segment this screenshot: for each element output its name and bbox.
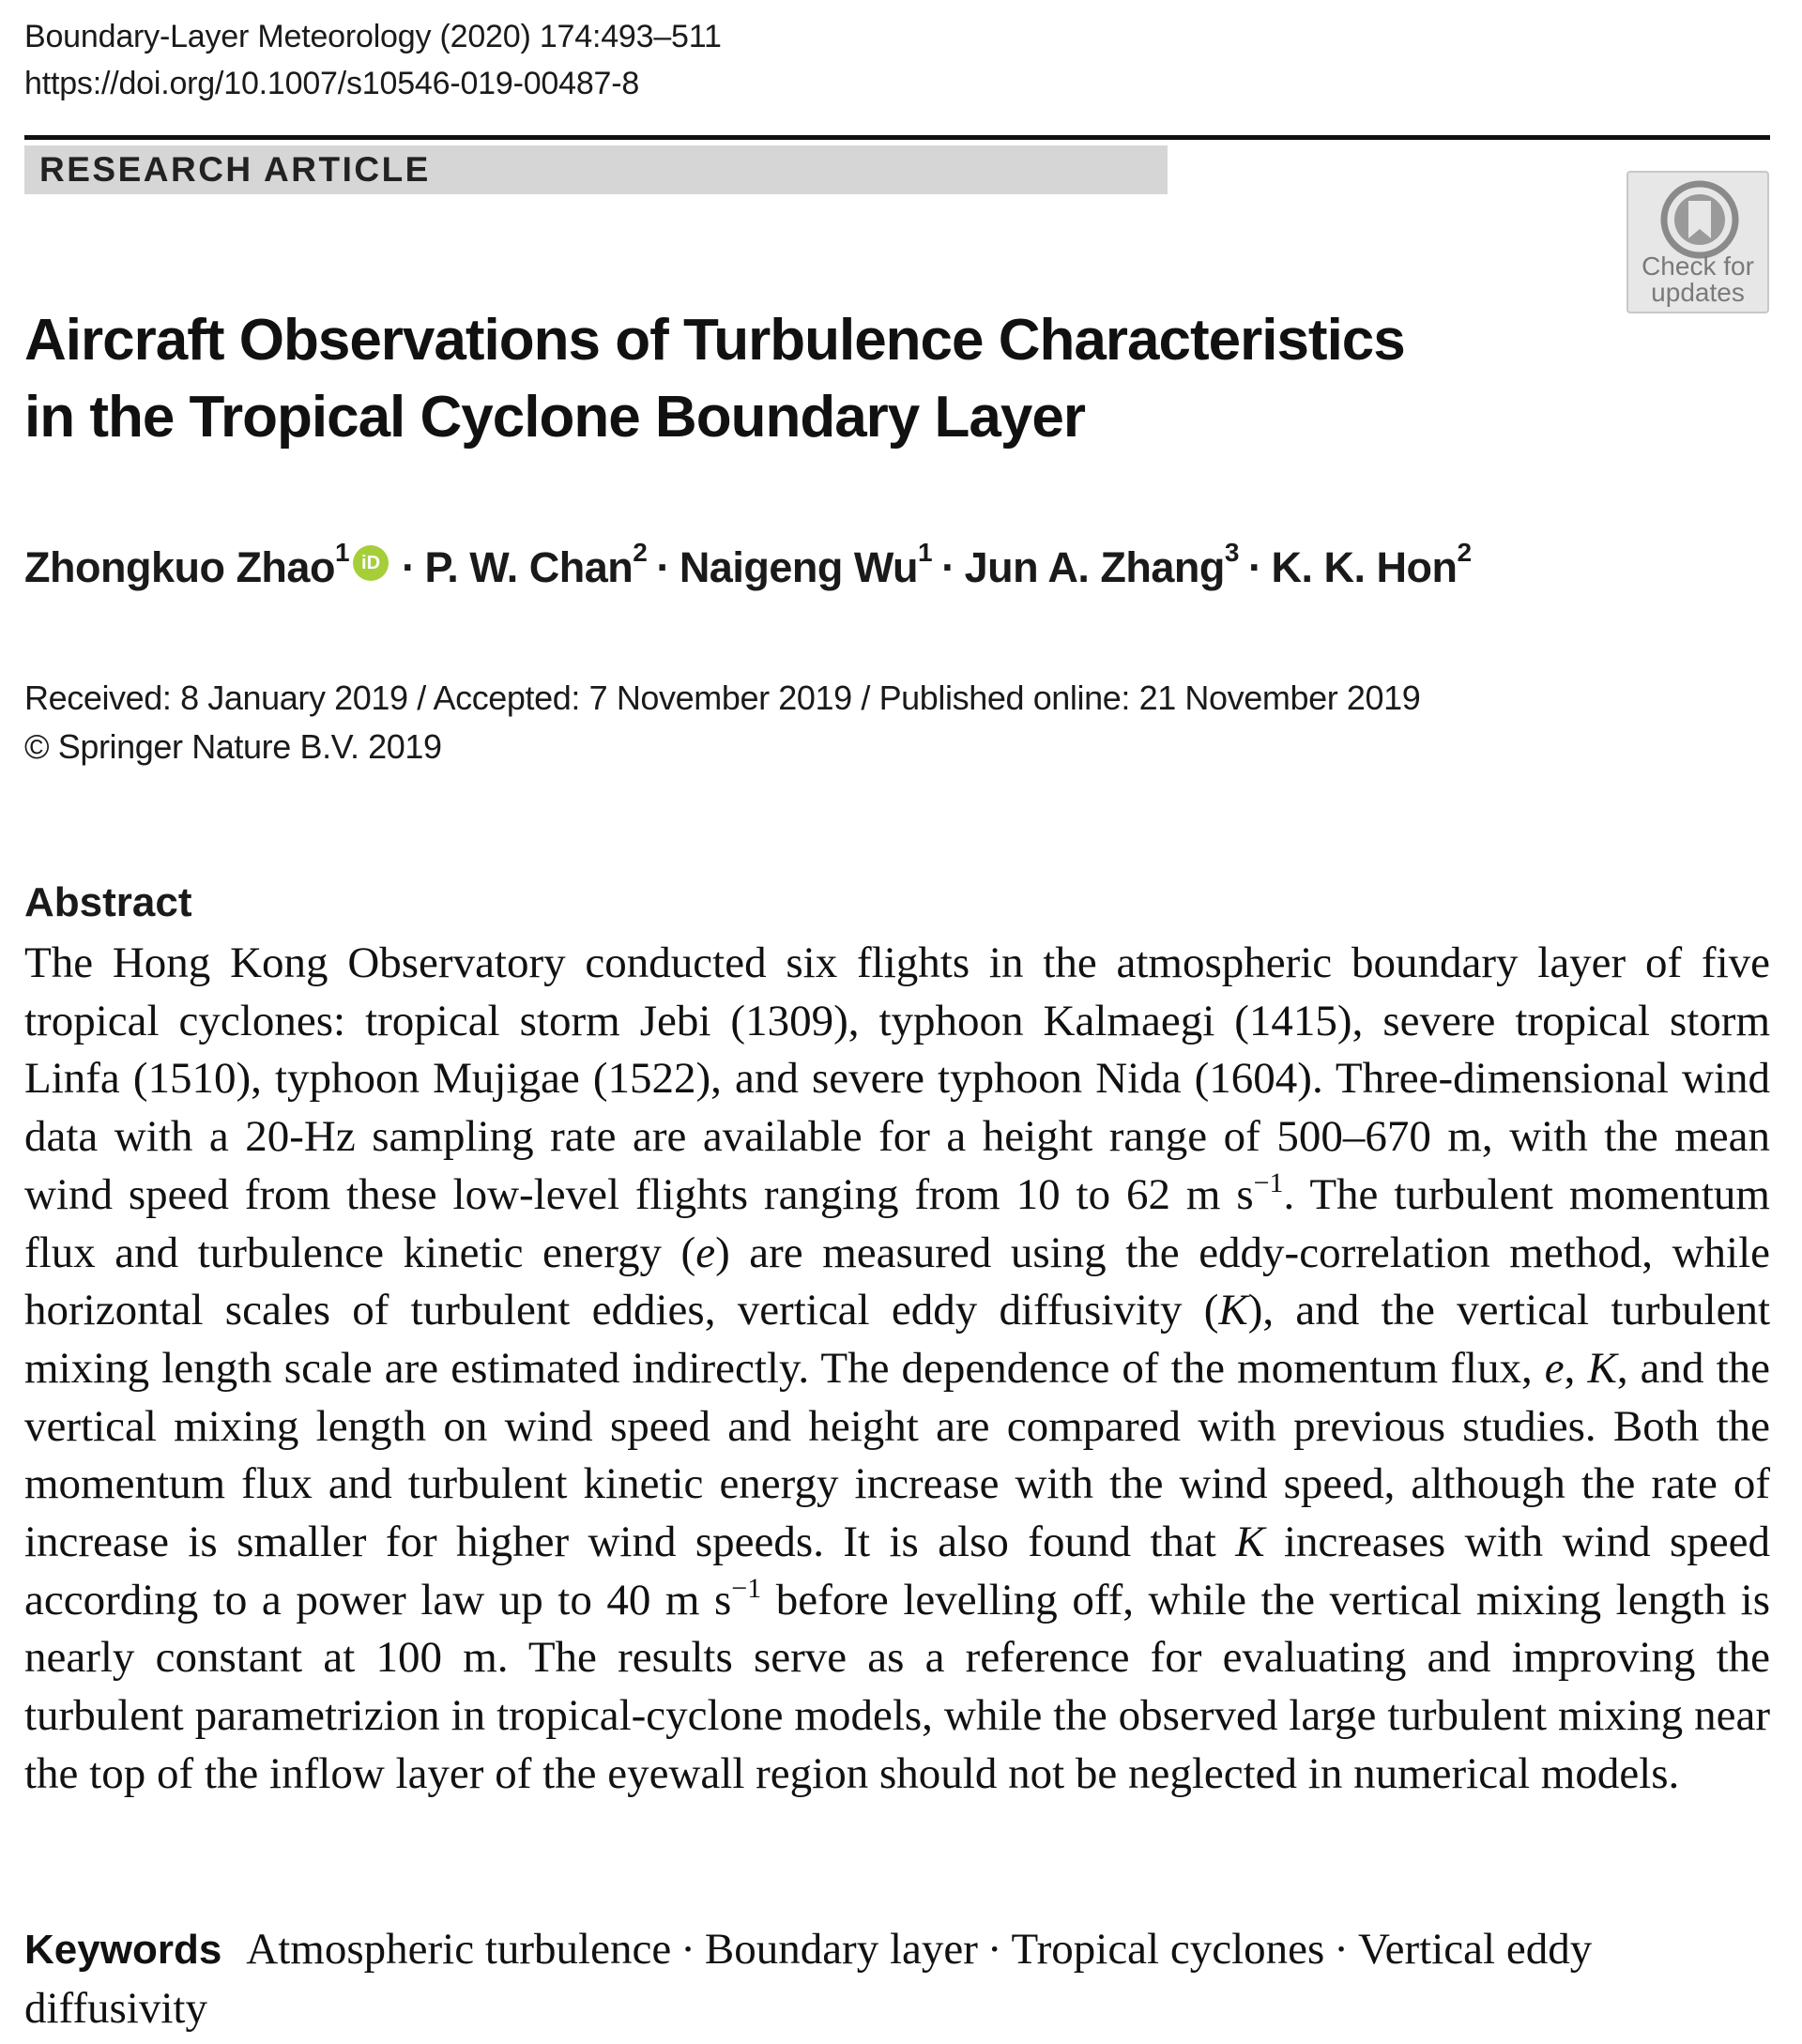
publication-dates: Received: 8 January 2019 / Accepted: 7 November 2019 / Published online: 21 November 2019 (24, 679, 1421, 717)
author-name[interactable]: Naigeng Wu (679, 543, 918, 591)
author-affiliation: 1 (334, 538, 350, 567)
title-line-1: Aircraft Observations of Turbulence Characteristics (24, 308, 1405, 373)
article-title (24, 302, 1526, 456)
copyright-notice: © Springer Nature B.V. 2019 (24, 727, 442, 766)
author-separator: · (1247, 543, 1262, 591)
author-name[interactable]: Jun A. Zhang (964, 543, 1225, 591)
keyword-separator: · (680, 1925, 695, 1974)
abstract-heading: Abstract (24, 879, 192, 925)
keyword-item: Tropical cyclones (1011, 1925, 1325, 1974)
abstract-text: The Hong Kong Observatory conducted six flights in the atmospheric boundary layer of five tropical cyclones: tropical storm Jebi (1309), typhoon Kalmaegi (1415), severe tropical storm Linfa (1510), typhoon Mujigae (1522), and severe typhoon Nida (1604). Three-dimensional wind data with a 20-Hz sampling rate are available for a height range of 500–670 m, with the mean wind speed from these low-level flights ranging from 10 to 62 m $s^{-1}$. The turbulent momentum flux and turbulence kinetic energy (e) are measured using the eddy-correlation method, while horizontal scales of turbulent eddies, vertical eddy diffusivity (K), and the vertical turbulent mixing length scale are estimated indirectly. The dependence of the momentum flux, e, K, and the vertical mixing length on wind speed and height are compared with previous studies. Both the momentum flux and turbulent kinetic energy increase with the wind speed, although the rate of increase is smaller for higher wind speeds. It is also found that K increases with wind speed according to a power law up to 40 m $s^{-1}$ before levelling off, while the vertical mixing length is nearly constant at 100 m. The results serve as a reference for evaluating and improving the turbulent parametrizion in tropical-cyclone models, while the observed large turbulent mixing near the top of the inflow layer of the eyewall region should not be neglected in numerical models. (24, 938, 1771, 1798)
orcid-icon[interactable]: iD (353, 545, 389, 581)
badge-line-2: updates (1651, 278, 1745, 307)
badge-line-1: Check for (1642, 252, 1754, 281)
title-line-2: in the Tropical Cyclone Boundary Layer (24, 385, 1085, 450)
author-name[interactable]: P. W. Chan (424, 543, 634, 591)
author-affiliation: 2 (633, 538, 648, 567)
author-affiliation: 1 (917, 538, 933, 567)
keyword-item: Vertical eddy diffusivity (24, 1925, 1593, 2033)
keywords-section (24, 1920, 1770, 2037)
check-for-updates-badge[interactable] (1626, 171, 1769, 313)
article-type-banner: RESEARCH ARTICLE (24, 145, 1168, 194)
journal-citation: Boundary-Layer Meteorology (2020) 174:493–511 (24, 19, 722, 54)
keyword-separator: · (1334, 1925, 1349, 1974)
keyword-item: Atmospheric turbulence (246, 1925, 672, 1974)
author-name[interactable]: K. K. Hon (1271, 543, 1458, 591)
author-affiliation: 2 (1457, 538, 1472, 567)
crossmark-icon (1660, 180, 1739, 259)
keyword-separator: · (986, 1925, 1002, 1974)
author-affiliation: 3 (1224, 538, 1239, 567)
header-rule (24, 135, 1770, 140)
author-separator: · (656, 543, 670, 591)
keywords-label: Keywords (24, 1927, 222, 1973)
author-list (24, 538, 1770, 598)
author-separator: · (941, 543, 955, 591)
author-separator: · (402, 543, 416, 591)
keyword-item: Boundary layer (704, 1925, 978, 1974)
doi-link[interactable]: https://doi.org/10.1007/s10546-019-00487-8 (24, 66, 640, 101)
author-name[interactable]: Zhongkuo Zhao (24, 543, 335, 591)
